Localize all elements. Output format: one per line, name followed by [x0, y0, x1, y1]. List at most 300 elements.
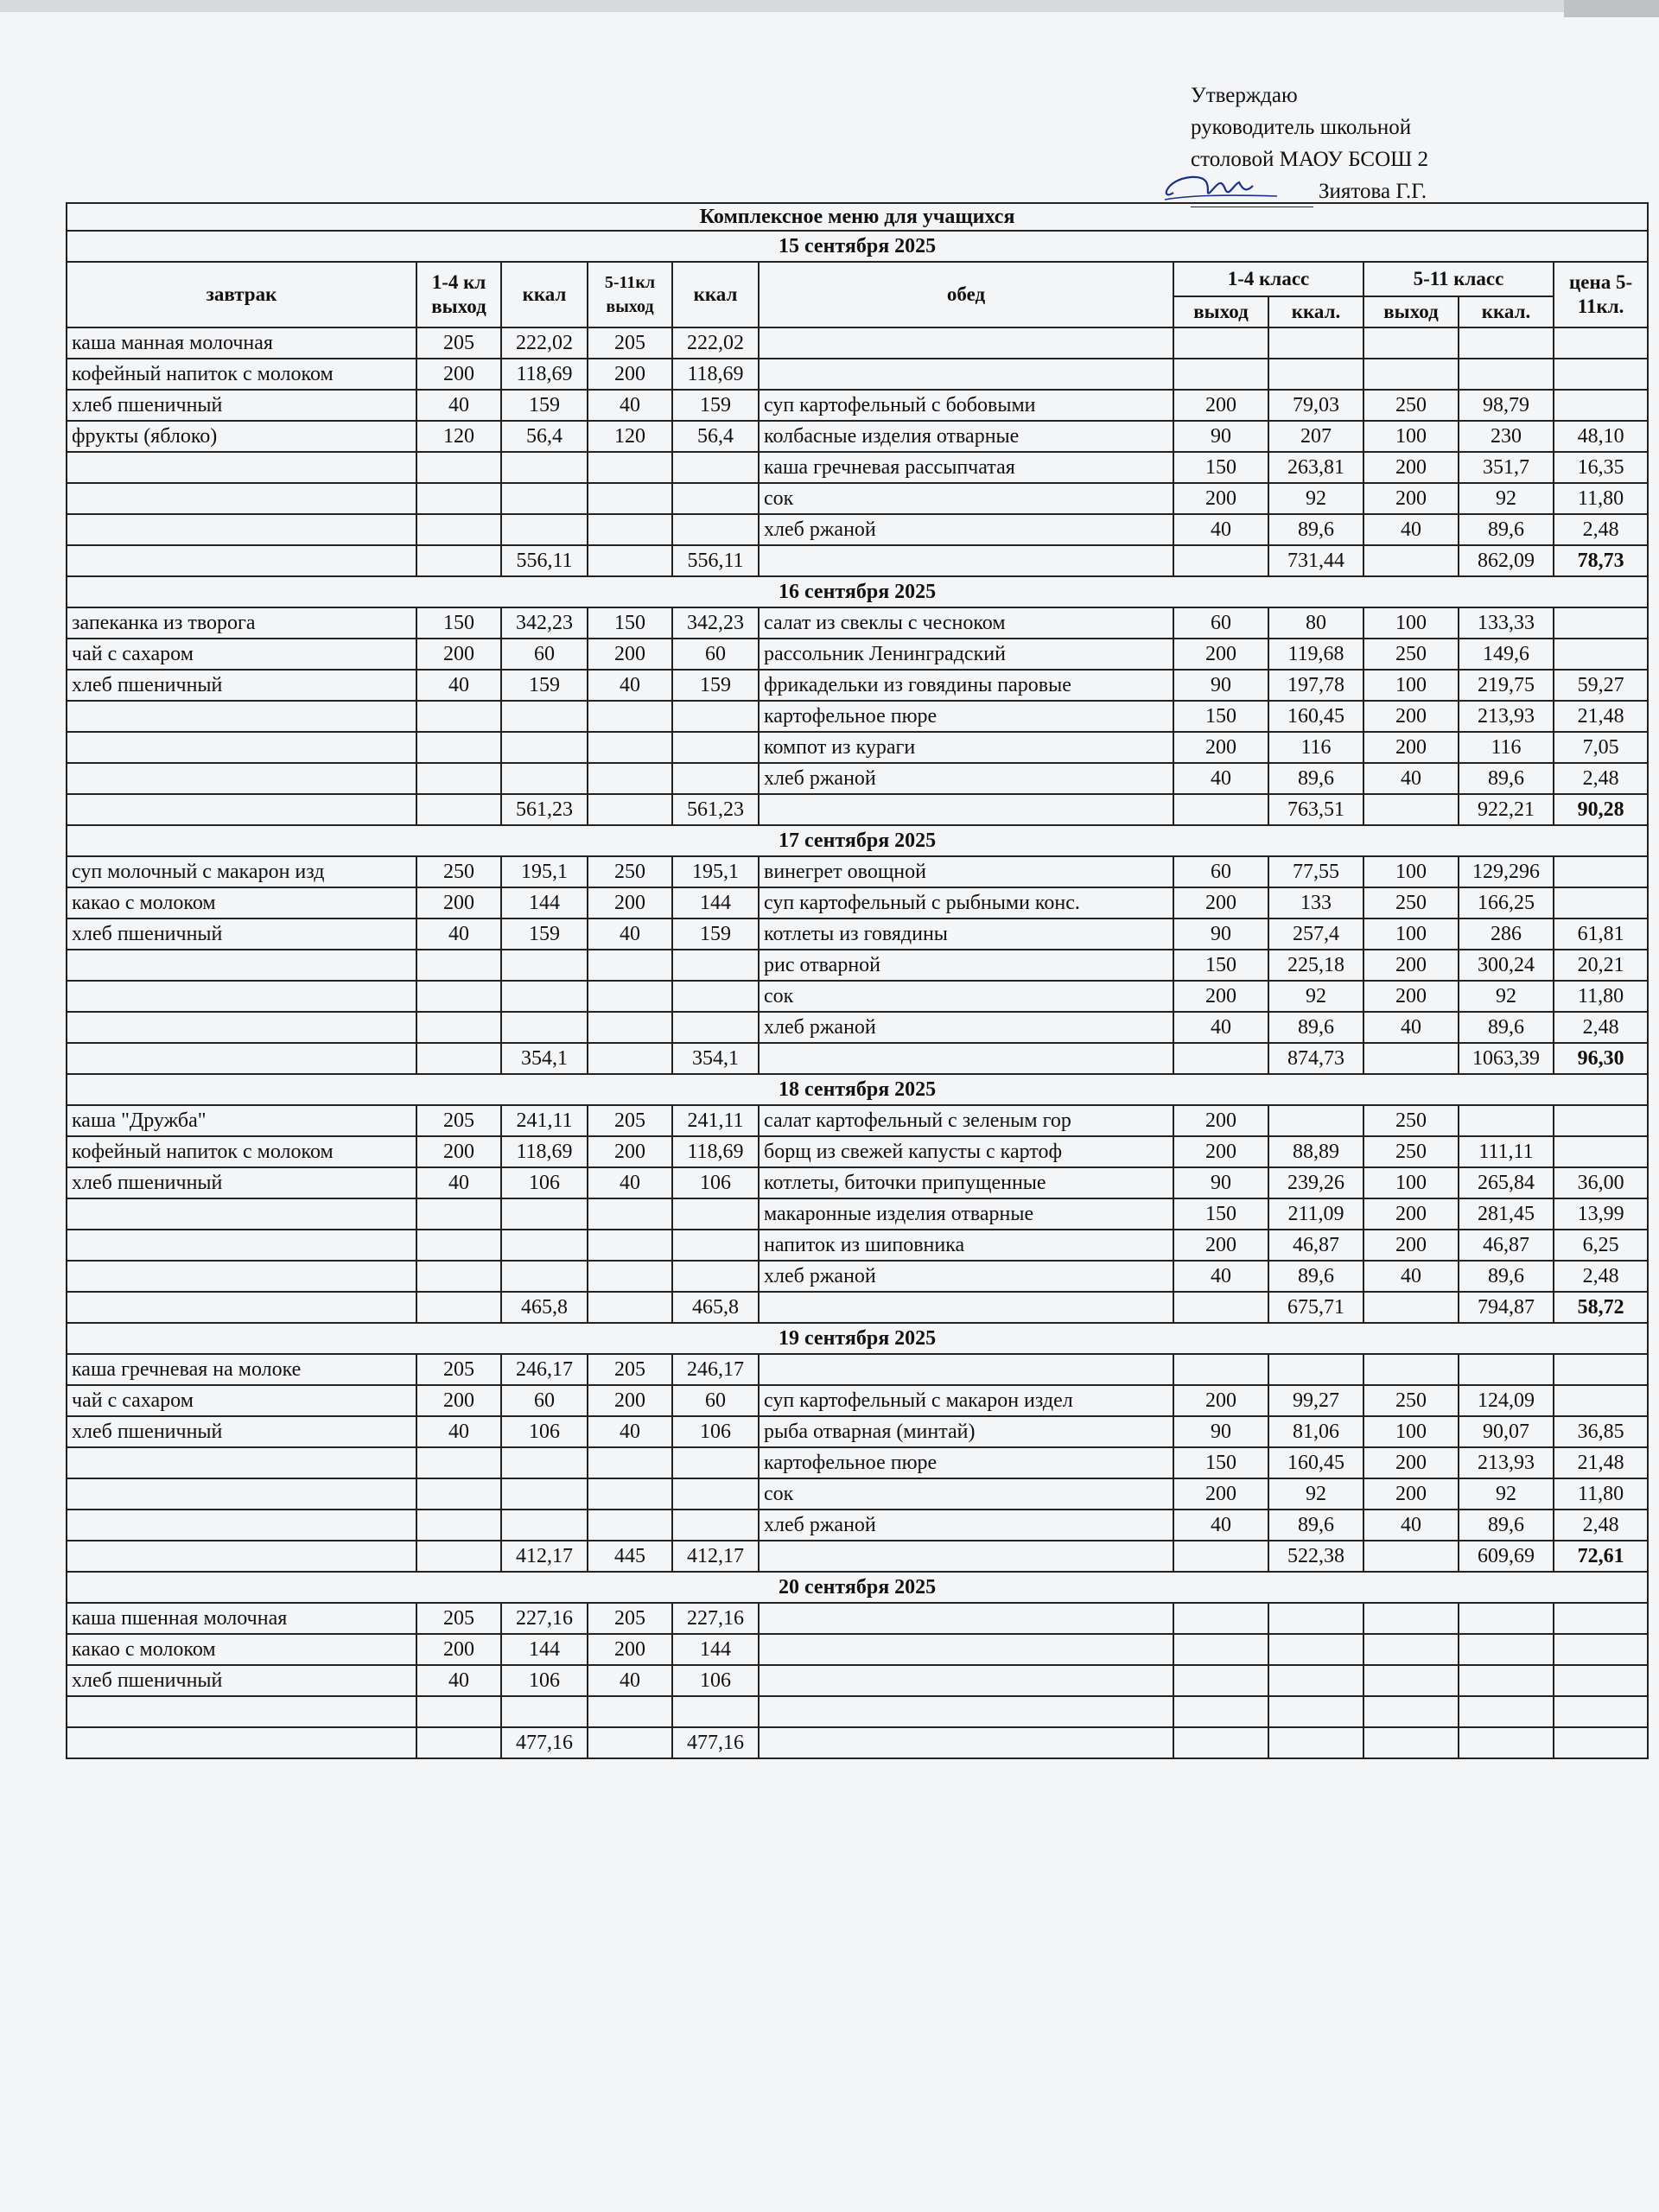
out-1-4-cell: 40 [416, 1665, 501, 1696]
lunch-out-1-4-cell: 200 [1173, 732, 1268, 763]
table-row [67, 607, 1648, 639]
out-1-4-cell [416, 1478, 501, 1510]
out-1-4-cell: 200 [416, 1136, 501, 1167]
kcal-5-11-cell: 241,11 [672, 1105, 759, 1136]
lunch-kcal-5-11-cell [1459, 327, 1554, 359]
lunch-dish-cell: хлеб ржаной [759, 763, 1173, 794]
header-breakfast: завтрак [67, 262, 416, 327]
lunch-kcal-5-11-cell: 609,69 [1459, 1541, 1554, 1572]
total-row [67, 545, 1648, 576]
lunch-dish-cell [759, 1043, 1173, 1074]
kcal-1-4-cell [501, 1198, 588, 1230]
lunch-dish-cell: рыба отварная (минтай) [759, 1416, 1173, 1447]
price-5-11-cell [1554, 1665, 1648, 1696]
lunch-out-5-11-cell: 40 [1363, 763, 1459, 794]
lunch-out-5-11-cell: 100 [1363, 1416, 1459, 1447]
out-5-11-cell: 200 [588, 1385, 672, 1416]
kcal-5-11-cell [672, 452, 759, 483]
kcal-1-4-cell: 561,23 [501, 794, 588, 825]
breakfast-dish-cell: какао с молоком [67, 1634, 416, 1665]
lunch-kcal-1-4-cell [1268, 1665, 1363, 1696]
kcal-1-4-cell: 342,23 [501, 607, 588, 639]
out-5-11-cell: 205 [588, 1354, 672, 1385]
lunch-out-1-4-cell: 150 [1173, 1198, 1268, 1230]
out-5-11-cell: 205 [588, 1105, 672, 1136]
out-1-4-cell: 120 [416, 421, 501, 452]
breakfast-dish-cell [67, 1447, 416, 1478]
day-date: 16 сентября 2025 [67, 576, 1648, 607]
out-5-11-cell [588, 1727, 672, 1758]
out-1-4-cell [416, 763, 501, 794]
table-row [67, 701, 1648, 732]
lunch-dish-cell: сок [759, 981, 1173, 1012]
price-5-11-cell [1554, 639, 1648, 670]
kcal-1-4-cell: 106 [501, 1416, 588, 1447]
lunch-kcal-1-4-cell [1268, 359, 1363, 390]
price-5-11-cell: 36,85 [1554, 1416, 1648, 1447]
kcal-1-4-cell: 354,1 [501, 1043, 588, 1074]
table-row [67, 1012, 1648, 1043]
breakfast-dish-cell: запеканка из творога [67, 607, 416, 639]
lunch-dish-cell: винегрет овощной [759, 856, 1173, 887]
lunch-kcal-5-11-cell: 862,09 [1459, 545, 1554, 576]
lunch-kcal-1-4-cell: 46,87 [1268, 1230, 1363, 1261]
kcal-5-11-cell [672, 1230, 759, 1261]
lunch-kcal-1-4-cell: 89,6 [1268, 514, 1363, 545]
lunch-kcal-1-4-cell [1268, 1603, 1363, 1634]
lunch-dish-cell: сок [759, 483, 1173, 514]
price-5-11-cell [1554, 1634, 1648, 1665]
price-5-11-cell [1554, 607, 1648, 639]
lunch-kcal-5-11-cell: 1063,39 [1459, 1043, 1554, 1074]
lunch-dish-cell: хлеб ржаной [759, 1012, 1173, 1043]
out-1-4-cell [416, 1230, 501, 1261]
kcal-1-4-cell: 556,11 [501, 545, 588, 576]
lunch-out-1-4-cell: 200 [1173, 1136, 1268, 1167]
price-5-11-cell [1554, 1603, 1648, 1634]
out-1-4-cell [416, 545, 501, 576]
lunch-kcal-5-11-cell: 46,87 [1459, 1230, 1554, 1261]
kcal-1-4-cell [501, 1478, 588, 1510]
out-1-4-cell: 205 [416, 1354, 501, 1385]
lunch-dish-cell: хлеб ржаной [759, 1510, 1173, 1541]
lunch-out-5-11-cell: 250 [1363, 887, 1459, 918]
breakfast-dish-cell: каша пшенная молочная [67, 1603, 416, 1634]
table-row [67, 1354, 1648, 1385]
lunch-out-5-11-cell [1363, 1727, 1459, 1758]
breakfast-dish-cell [67, 545, 416, 576]
total-row [67, 1727, 1648, 1758]
lunch-kcal-1-4-cell: 99,27 [1268, 1385, 1363, 1416]
breakfast-dish-cell: кофейный напиток с молоком [67, 359, 416, 390]
lunch-kcal-5-11-cell: 92 [1459, 483, 1554, 514]
price-5-11-cell [1554, 887, 1648, 918]
out-1-4-cell [416, 732, 501, 763]
lunch-out-1-4-cell: 90 [1173, 670, 1268, 701]
lunch-out-1-4-cell: 200 [1173, 483, 1268, 514]
lunch-kcal-5-11-cell: 230 [1459, 421, 1554, 452]
lunch-dish-cell: котлеты, биточки припущенные [759, 1167, 1173, 1198]
lunch-dish-cell [759, 327, 1173, 359]
out-5-11-cell [588, 1198, 672, 1230]
kcal-5-11-cell: 118,69 [672, 1136, 759, 1167]
kcal-1-4-cell: 241,11 [501, 1105, 588, 1136]
out-1-4-cell: 200 [416, 359, 501, 390]
out-5-11-cell [588, 701, 672, 732]
lunch-out-5-11-cell: 200 [1363, 732, 1459, 763]
out-5-11-cell [588, 1043, 672, 1074]
table-row [67, 452, 1648, 483]
lunch-kcal-5-11-cell [1459, 1105, 1554, 1136]
table-row [67, 390, 1648, 421]
lunch-out-1-4-cell: 200 [1173, 1105, 1268, 1136]
out-5-11-cell: 200 [588, 1634, 672, 1665]
subheader-kcal_short: ккал. [1268, 296, 1363, 327]
kcal-5-11-cell [672, 1447, 759, 1478]
lunch-out-1-4-cell: 200 [1173, 390, 1268, 421]
table-row [67, 1198, 1648, 1230]
lunch-dish-cell: хлеб ржаной [759, 514, 1173, 545]
out-5-11-cell [588, 483, 672, 514]
lunch-kcal-5-11-cell: 922,21 [1459, 794, 1554, 825]
kcal-1-4-cell: 159 [501, 670, 588, 701]
out-1-4-cell: 40 [416, 1167, 501, 1198]
lunch-kcal-5-11-cell [1459, 1727, 1554, 1758]
out-5-11-cell [588, 514, 672, 545]
lunch-out-5-11-cell [1363, 1665, 1459, 1696]
kcal-1-4-cell: 106 [501, 1167, 588, 1198]
document-title: Комплексное меню для учащихся [67, 203, 1648, 231]
table-row [67, 918, 1648, 950]
lunch-out-5-11-cell: 200 [1363, 1478, 1459, 1510]
out-5-11-cell [588, 545, 672, 576]
subheader-out: выход [1173, 296, 1268, 327]
price-5-11-cell [1554, 856, 1648, 887]
lunch-kcal-5-11-cell: 794,87 [1459, 1292, 1554, 1323]
kcal-1-4-cell: 60 [501, 1385, 588, 1416]
lunch-out-1-4-cell: 40 [1173, 1510, 1268, 1541]
price-5-11-cell: 48,10 [1554, 421, 1648, 452]
breakfast-dish-cell [67, 483, 416, 514]
lunch-kcal-5-11-cell: 90,07 [1459, 1416, 1554, 1447]
lunch-out-1-4-cell: 90 [1173, 918, 1268, 950]
lunch-kcal-1-4-cell: 160,45 [1268, 1447, 1363, 1478]
kcal-5-11-cell: 477,16 [672, 1727, 759, 1758]
kcal-1-4-cell [501, 452, 588, 483]
lunch-out-5-11-cell: 40 [1363, 1510, 1459, 1541]
out-1-4-cell [416, 1727, 501, 1758]
breakfast-dish-cell [67, 1261, 416, 1292]
lunch-dish-cell [759, 1541, 1173, 1572]
out-1-4-cell: 205 [416, 1105, 501, 1136]
price-5-11-cell: 36,00 [1554, 1167, 1648, 1198]
out-5-11-cell: 40 [588, 1665, 672, 1696]
lunch-kcal-5-11-cell: 300,24 [1459, 950, 1554, 981]
lunch-out-1-4-cell: 60 [1173, 607, 1268, 639]
lunch-dish-cell: борщ из свежей капусты с картоф [759, 1136, 1173, 1167]
lunch-out-5-11-cell: 250 [1363, 1105, 1459, 1136]
lunch-dish-cell: суп картофельный с бобовыми [759, 390, 1173, 421]
lunch-kcal-1-4-cell: 89,6 [1268, 1012, 1363, 1043]
price-5-11-cell: 61,81 [1554, 918, 1648, 950]
lunch-out-1-4-cell [1173, 1354, 1268, 1385]
lunch-kcal-1-4-cell: 239,26 [1268, 1167, 1363, 1198]
lunch-out-1-4-cell [1173, 794, 1268, 825]
header-out-5-11: 5-11кл выход [588, 262, 672, 327]
table-row [67, 1385, 1648, 1416]
lunch-kcal-1-4-cell: 92 [1268, 1478, 1363, 1510]
lunch-dish-cell: каша гречневая рассыпчатая [759, 452, 1173, 483]
out-1-4-cell [416, 981, 501, 1012]
table-row [67, 483, 1648, 514]
top-shadow [0, 0, 1659, 12]
out-1-4-cell [416, 794, 501, 825]
lunch-dish-cell: суп картофельный с рыбными конс. [759, 887, 1173, 918]
approval-line-1: Утверждаю [1191, 84, 1298, 107]
kcal-5-11-cell [672, 701, 759, 732]
lunch-kcal-5-11-cell: 129,296 [1459, 856, 1554, 887]
price-5-11-cell [1554, 1727, 1648, 1758]
breakfast-dish-cell: фрукты (яблоко) [67, 421, 416, 452]
lunch-out-5-11-cell [1363, 1354, 1459, 1385]
lunch-out-5-11-cell [1363, 1043, 1459, 1074]
out-1-4-cell: 200 [416, 639, 501, 670]
kcal-1-4-cell: 159 [501, 390, 588, 421]
lunch-kcal-1-4-cell: 92 [1268, 483, 1363, 514]
out-5-11-cell: 120 [588, 421, 672, 452]
lunch-dish-cell [759, 1665, 1173, 1696]
lunch-kcal-1-4-cell: 119,68 [1268, 639, 1363, 670]
table-row [67, 1696, 1648, 1727]
menu-table [66, 202, 1649, 1759]
lunch-out-5-11-cell: 250 [1363, 639, 1459, 670]
lunch-kcal-5-11-cell: 133,33 [1459, 607, 1554, 639]
kcal-1-4-cell: 106 [501, 1665, 588, 1696]
approval-line-3: столовой МАОУ БСОШ 2 [1191, 148, 1429, 171]
out-5-11-cell [588, 1447, 672, 1478]
lunch-kcal-5-11-cell: 89,6 [1459, 1510, 1554, 1541]
table-row [67, 1603, 1648, 1634]
out-1-4-cell: 200 [416, 1385, 501, 1416]
out-5-11-cell: 40 [588, 670, 672, 701]
lunch-kcal-1-4-cell: 77,55 [1268, 856, 1363, 887]
lunch-out-1-4-cell [1173, 1727, 1268, 1758]
day-date: 15 сентября 2025 [67, 231, 1648, 262]
lunch-out-1-4-cell: 200 [1173, 1478, 1268, 1510]
lunch-dish-cell [759, 1634, 1173, 1665]
table-row [67, 1478, 1648, 1510]
breakfast-dish-cell [67, 701, 416, 732]
breakfast-dish-cell: хлеб пшеничный [67, 1665, 416, 1696]
breakfast-dish-cell [67, 1541, 416, 1572]
kcal-5-11-cell: 195,1 [672, 856, 759, 887]
kcal-1-4-cell [501, 1510, 588, 1541]
kcal-1-4-cell [501, 1012, 588, 1043]
breakfast-dish-cell: хлеб пшеничный [67, 670, 416, 701]
lunch-out-5-11-cell: 100 [1363, 421, 1459, 452]
header-kcal-1-4: ккал [501, 262, 588, 327]
lunch-out-1-4-cell: 90 [1173, 421, 1268, 452]
kcal-5-11-cell: 412,17 [672, 1541, 759, 1572]
lunch-dish-cell: суп картофельный с макарон издел [759, 1385, 1173, 1416]
lunch-kcal-5-11-cell: 124,09 [1459, 1385, 1554, 1416]
kcal-1-4-cell [501, 950, 588, 981]
kcal-1-4-cell: 118,69 [501, 1136, 588, 1167]
out-1-4-cell [416, 1447, 501, 1478]
kcal-5-11-cell [672, 732, 759, 763]
price-5-11-cell: 6,25 [1554, 1230, 1648, 1261]
lunch-out-5-11-cell: 100 [1363, 607, 1459, 639]
lunch-kcal-5-11-cell: 213,93 [1459, 1447, 1554, 1478]
lunch-out-5-11-cell: 200 [1363, 950, 1459, 981]
out-1-4-cell: 250 [416, 856, 501, 887]
kcal-5-11-cell: 227,16 [672, 1603, 759, 1634]
lunch-kcal-1-4-cell: 89,6 [1268, 1510, 1363, 1541]
price-5-11-cell: 11,80 [1554, 483, 1648, 514]
table-row [67, 1416, 1648, 1447]
header-out-1-4: 1-4 кл выход [416, 262, 501, 327]
breakfast-dish-cell [67, 514, 416, 545]
lunch-out-1-4-cell: 150 [1173, 701, 1268, 732]
lunch-kcal-5-11-cell [1459, 1665, 1554, 1696]
lunch-dish-cell: рис отварной [759, 950, 1173, 981]
breakfast-dish-cell [67, 981, 416, 1012]
kcal-5-11-cell: 159 [672, 670, 759, 701]
out-5-11-cell: 40 [588, 1416, 672, 1447]
kcal-5-11-cell [672, 763, 759, 794]
lunch-kcal-5-11-cell: 213,93 [1459, 701, 1554, 732]
lunch-dish-cell: салат из свеклы с чесноком [759, 607, 1173, 639]
lunch-kcal-1-4-cell [1268, 1354, 1363, 1385]
header-class-5-11: 5-11 класс [1363, 262, 1554, 296]
out-1-4-cell: 40 [416, 390, 501, 421]
price-5-11-cell: 16,35 [1554, 452, 1648, 483]
lunch-dish-cell [759, 1696, 1173, 1727]
price-5-11-cell [1554, 1354, 1648, 1385]
lunch-kcal-5-11-cell: 111,11 [1459, 1136, 1554, 1167]
breakfast-dish-cell [67, 1696, 416, 1727]
table-row [67, 421, 1648, 452]
day-date: 19 сентября 2025 [67, 1323, 1648, 1354]
kcal-1-4-cell [501, 701, 588, 732]
lunch-kcal-5-11-cell: 351,7 [1459, 452, 1554, 483]
out-1-4-cell: 40 [416, 918, 501, 950]
breakfast-dish-cell: кофейный напиток с молоком [67, 1136, 416, 1167]
out-5-11-cell: 40 [588, 390, 672, 421]
out-5-11-cell [588, 1230, 672, 1261]
kcal-1-4-cell [501, 732, 588, 763]
lunch-kcal-1-4-cell: 81,06 [1268, 1416, 1363, 1447]
breakfast-dish-cell [67, 1230, 416, 1261]
breakfast-dish-cell [67, 1292, 416, 1323]
kcal-5-11-cell [672, 1510, 759, 1541]
lunch-dish-cell [759, 794, 1173, 825]
lunch-dish-cell [759, 1292, 1173, 1323]
lunch-kcal-1-4-cell: 160,45 [1268, 701, 1363, 732]
out-5-11-cell [588, 763, 672, 794]
kcal-5-11-cell: 60 [672, 639, 759, 670]
lunch-kcal-1-4-cell: 88,89 [1268, 1136, 1363, 1167]
lunch-out-1-4-cell: 90 [1173, 1167, 1268, 1198]
kcal-1-4-cell: 144 [501, 1634, 588, 1665]
lunch-out-1-4-cell: 60 [1173, 856, 1268, 887]
day-date: 18 сентября 2025 [67, 1074, 1648, 1105]
total-row [67, 1292, 1648, 1323]
kcal-5-11-cell: 144 [672, 1634, 759, 1665]
lunch-out-1-4-cell [1173, 1696, 1268, 1727]
kcal-1-4-cell: 195,1 [501, 856, 588, 887]
out-5-11-cell: 250 [588, 856, 672, 887]
lunch-kcal-1-4-cell: 225,18 [1268, 950, 1363, 981]
out-5-11-cell [588, 1261, 672, 1292]
day-date: 17 сентября 2025 [67, 825, 1648, 856]
table-row [67, 1136, 1648, 1167]
lunch-out-5-11-cell: 200 [1363, 452, 1459, 483]
kcal-5-11-cell [672, 1261, 759, 1292]
breakfast-dish-cell [67, 794, 416, 825]
kcal-1-4-cell [501, 1230, 588, 1261]
out-5-11-cell: 205 [588, 1603, 672, 1634]
breakfast-dish-cell: чай с сахаром [67, 1385, 416, 1416]
lunch-out-1-4-cell [1173, 1665, 1268, 1696]
price-5-11-cell: 90,28 [1554, 794, 1648, 825]
out-5-11-cell [588, 950, 672, 981]
table-row [67, 981, 1648, 1012]
out-5-11-cell [588, 1696, 672, 1727]
breakfast-dish-cell [67, 950, 416, 981]
lunch-kcal-1-4-cell: 675,71 [1268, 1292, 1363, 1323]
lunch-out-1-4-cell: 150 [1173, 950, 1268, 981]
lunch-kcal-5-11-cell: 89,6 [1459, 1012, 1554, 1043]
breakfast-dish-cell [67, 1510, 416, 1541]
lunch-kcal-5-11-cell [1459, 1696, 1554, 1727]
out-1-4-cell [416, 483, 501, 514]
lunch-dish-cell: сок [759, 1478, 1173, 1510]
kcal-5-11-cell [672, 1478, 759, 1510]
table-row [67, 327, 1648, 359]
lunch-kcal-1-4-cell: 89,6 [1268, 763, 1363, 794]
kcal-1-4-cell: 227,16 [501, 1603, 588, 1634]
lunch-dish-cell: рассольник Ленинградский [759, 639, 1173, 670]
lunch-out-1-4-cell: 200 [1173, 1385, 1268, 1416]
header-lunch: обед [759, 262, 1173, 327]
lunch-kcal-5-11-cell: 89,6 [1459, 1261, 1554, 1292]
table-row [67, 514, 1648, 545]
lunch-out-1-4-cell: 200 [1173, 887, 1268, 918]
kcal-1-4-cell: 412,17 [501, 1541, 588, 1572]
price-5-11-cell: 58,72 [1554, 1292, 1648, 1323]
lunch-kcal-1-4-cell: 79,03 [1268, 390, 1363, 421]
lunch-dish-cell: салат картофельный с зеленым гор [759, 1105, 1173, 1136]
out-5-11-cell [588, 1510, 672, 1541]
lunch-out-5-11-cell: 100 [1363, 670, 1459, 701]
lunch-out-5-11-cell: 200 [1363, 483, 1459, 514]
kcal-5-11-cell: 159 [672, 918, 759, 950]
table-row [67, 856, 1648, 887]
lunch-dish-cell [759, 545, 1173, 576]
lunch-kcal-1-4-cell: 763,51 [1268, 794, 1363, 825]
lunch-out-1-4-cell [1173, 1292, 1268, 1323]
breakfast-dish-cell: каша гречневая на молоке [67, 1354, 416, 1385]
lunch-dish-cell: хлеб ржаной [759, 1261, 1173, 1292]
lunch-out-5-11-cell [1363, 1292, 1459, 1323]
table-row [67, 950, 1648, 981]
out-5-11-cell: 150 [588, 607, 672, 639]
breakfast-dish-cell: хлеб пшеничный [67, 1416, 416, 1447]
out-5-11-cell: 200 [588, 639, 672, 670]
table-row [67, 1447, 1648, 1478]
price-5-11-cell: 11,80 [1554, 1478, 1648, 1510]
